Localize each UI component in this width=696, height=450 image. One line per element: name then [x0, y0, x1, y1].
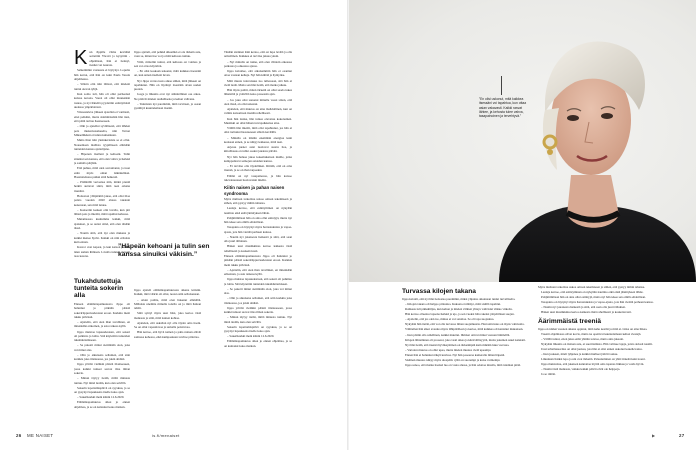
paragraph: – Kilojen takana oli helppo piiloutua. Kukaan ei nähnyt, mitä sisällä tapahtui. [405, 302, 501, 307]
paragraph: Rohkeus tuli pikkuhiljaa, kun kehon ja mielen välinen yhteys vahvistui viikko viikolta. [405, 307, 513, 312]
paragraph: – Kun juoksen, mieli tyhjenee ja kaikki murheet jäävät taakse. [541, 352, 619, 357]
column-2-upper-body [134, 50, 201, 111]
paragraph: – Ajattelin, että olen ihan tavallinen, en mitenkään erikoinen, ja asia ratkeaa kyllä. [74, 320, 130, 329]
paragraph: Mutamaassa kuulumme kaikki, mitä ajatukset, ja se auttoi siinä, että olen tänään tässä. [74, 217, 130, 231]
paragraph: Enneen elämäntapamuutosta Jippo oli halunnut jo pitkään päästä sokeririippuvuudestaan eroon. Karkkia meni tukku päivässä. [74, 301, 130, 319]
column-3-body-b [224, 197, 292, 253]
paragraph: Kun soitto tuli, hän oli ollut perheensä kanssa kotona. Vuosi oli ollut muutenkin raskas, ja nyt häneltä pyydettiin esiintymistä uudessa ympäristössä. [74, 91, 130, 110]
paragraph: Jippa muistaa lapsuudestaan, että sokeri oli palkinto ja lohtu. Sitä käytettiin tunteiden tukahduttamiseen. [74, 329, 130, 343]
paragraph: Jippa ajatteli elämäntapamuutosta aikana kriisiin. Kaikki, mitä väärin oli ollut, nousi esiin sellaisenaan. [134, 288, 201, 297]
paragraph: Sokerin lopettamispäivä on syyskuu, ja se on pysynyt lupauksena itselle koko ajan. [74, 385, 130, 395]
portrait-illustration [349, 0, 696, 282]
paragraph: Tasapaino on löytynyt myös harrastuksista ja vapaa-ajasta, jota hän viettää perheen kanssa. [541, 300, 654, 305]
paragraph: Hänen uusi musiikkinsa kertoo kaikesta tästä rehellisesti ja koskettavasti. [224, 244, 292, 253]
paragraph: – Jos joku olisi sanonut minulle vuosi sitten, että olen tässä, en olisi uskonut. [224, 97, 292, 106]
paragraph: – Pitämällä vertaansa niin, mitkä pieniä hetkiä auttavat siinä, mitä teen omana itsenäni. [74, 180, 130, 193]
paragraph: Hän kertoo olleensa lapsena herkkä ja ujo, ja sen vuoksi hän rakensi ympärilleen suojan. [405, 312, 515, 317]
paragraph: – Ei tarvitse olla täydellinen. Riittää, että on oma itsensä, ja se on ihan tarpeeksi. [224, 164, 292, 173]
right-column-2-body-a [538, 285, 660, 315]
next-arrow: ▶ [652, 433, 656, 438]
paragraph: – Sokerikarkki meni kiinni 12.6.2020. [227, 334, 275, 339]
paragraph: Myös multaan tarkoittaa uskoa omaan tekemiseen ja siihen, että pystyy mihin tahansa. [224, 196, 292, 206]
paragraph: – Nautin nyt jokaisesta hetkestä ja siitä, että saan olla juuri tällainen. [224, 234, 292, 244]
paragraph: – Nautin tästä matkasta, vaikka kaikki päivät eivät ole helppoja. [541, 367, 621, 372]
paragraph: Jooga ja liikunta ovat nyt säännöllinen osa arkea. Ne pitävät mielen rauhallisena ja kehon vahvana. [134, 92, 201, 101]
section-heading: Turvassa kilojen takana [402, 288, 476, 295]
paragraph: – Vartalon muutos on ollut upea, mutta mielen muutos vielä upeampi. [405, 347, 492, 352]
pull-quote: ”Häpeän kehoani ja tulin sen kanssa sinuiksi väkisin.” [118, 243, 210, 259]
paragraph: – Minulla on tänään enemmän energiaa kuin koskaan ennen, ja se näkyy kaikessa, mitä teen. [224, 135, 292, 144]
paragraph: Välillä hän miettii, mitä olisi tapahtunut, jos hän ei olisi tarttunut haasteeseen silloin keväällä. [224, 126, 292, 135]
paragraph: Jippa on niiden vuosien aikana oppinut, mitä keho kestää ja mitä ei. Liika on aina liikaa. [538, 326, 648, 331]
paragraph: – Nautin siitä, että nyt olen mukana ja kaikki menee hyvin. Kaikki on niin erilaista kuin ennen. [74, 231, 130, 245]
paragraph: Laulaja kertoo, että esiintyminen on nykyään nautinto eikä enää jännityksen lähde. [224, 206, 292, 215]
right-column-2-body-b [538, 327, 660, 377]
section-heading: Äärimmäistä treeniä [538, 317, 602, 325]
left-footer [16, 433, 53, 438]
paragraph: Ajattelen, että muutos on aina mahdollinen, kun on valmis katsomaan itseään rehellisesti. [224, 107, 292, 116]
paragraph: un Jippille viime keväänä soitettiin Yle:stä ja kysyttiin -ohjelmaan, hän ei tiennyt, tiesikö vai naurata. [89, 50, 130, 68]
column-3-body-a [224, 50, 292, 182]
paragraph: – Aloin pohtia, mitä olen hakenut elämältä. Millaisia unelmia minulla todella on ja mitä haluan tehdä. [134, 297, 201, 311]
paragraph: Laulaja kertoo, että esiintyminen on nykyään nautinto eikä enää jännityksen lähde. [541, 290, 644, 295]
paragraph: Jippa sanoo, että matka itsensä luo on vasta alussa, ja hän odottaa innolla, mitä tuleman pitää. [405, 362, 521, 367]
paragraph: – Tunnistan nyt paremmin, mitä tarvitsen, ja osaan pysähtyä kuuntelemaan itseäni. [134, 101, 201, 111]
paragraph: – Konsertin kesken olin lavalla, kun piti lähteä pois ja miettiä, mitä tapahtui kehossa. [74, 207, 130, 217]
paragraph: Hän kertoo, että hyvä nainen ja paha nainen elävät samassa kehossa, eikä kumpaakaan tarvitse piilottaa. [134, 330, 201, 339]
left-page [0, 0, 347, 450]
paragraph: – Olin jo ajatellut syvällisesti, että lähden pois mukavuusalueelta, niin Tarton Mikaeliheksä ei tunnu kuitenkaan. [74, 124, 130, 138]
paragraph: – Se pakotti minut sietämään olon, joka vei minut alas. [224, 286, 292, 296]
section-heading: Tukahdutettuja tunteita sokerin alla [74, 278, 124, 300]
paragraph: Treenit ohjelmassa olivat kovia, mutta ne opettivat kuuntelemaan kehon viestejä. [541, 331, 642, 336]
right-column-1-body [402, 297, 530, 367]
paragraph: Ennen hän ei halunnut näkyä kuvissa. Nyt hän poseeraa kameralle ilman häpeää. [405, 352, 505, 357]
paragraph: Että puhuu, mitä olen saavuttanut, ja tuon esiin myös oman näkökulman. Haastattelussa puhun siitä hetkestä. [74, 166, 130, 179]
paragraph: – Sokerikarkki meni kiinni 12.6.2020. [77, 395, 125, 400]
paragraph: Nyt hän tietää, että itsensä hyväksyminen on tärkeämpää kuin mikään luku vaa'assa. [405, 342, 510, 347]
paragraph: Hänen uusi musiikkinsa kertoo kaikesta tästä rehellisesti ja koskettavasti. [541, 310, 632, 315]
paragraph: Elämäntapamuutos alkoi jo ennen ohjelmaa, ja se on kantanut koko matkan. [74, 400, 130, 409]
paragraph: – Nyt minulla on tunne, että olen vihdoin oikeassa paikassa ja oikeassa ajassa. [224, 59, 292, 68]
paragraph: Kilojen lähteminen oli prosessi, joka vaati aikaa ja kärsivällisyyttä, mutta jokainen askel kannatti. [405, 337, 526, 342]
paragraph: Jippa muistuttaa, että jokaisen kannattaa löytää oma tapansa liikkua ja voida hyvin. [541, 362, 645, 367]
paragraph: – Ajattelin, että jos olen iso, minua ei voi satuttaa. Se oli tapa suojautua. [405, 317, 495, 322]
paragraph: Jippa muistaa lapsuudestaan, että sokeri oli palkinto ja lohtu. Sitä käytettiin tunteiden tukahduttamiseen. [224, 277, 292, 286]
portrait-photo [349, 0, 696, 282]
paragraph: Hoitoston ylläpitämä jakaa, että olisi tilaa palata vuoden 2020 alussa takaisin kokonaan, sen mitä tuntee. [74, 193, 130, 207]
article-column-right-1 [402, 285, 530, 427]
paragraph: Viisaasteleva jälkeen ajatellen ei varmasti, ettei pelkäisi, mutta sisimmässään hän tiesi, että pitää tarttua haasteeseen. [74, 110, 130, 124]
paragraph: – Ajattelin, että olen ihan tavallinen, en mitenkään erikoinen, ja asia ratkeaa kyllä. [224, 267, 292, 277]
paragraph: Vähitellen hän alkoi avautua myös lähipiirilleen ja kertoa, mitä kaikkea oli kantanut mukanaan. [405, 327, 524, 332]
paragraph: – Olin jo aikuisena sellainen, että söin karkkia joka tilanteessa, jos jokin ahdisti. [74, 352, 130, 362]
paragraph: Viitti, mitteliin tuntui, että kehossa on voimaa ja sen voi ottaa käyttöön. [134, 59, 201, 68]
paragraph: Siitä syntyi myös uusi biisi, joka kertoo tästä matkasta ja siitä, mitä nainen kohtaa. [134, 311, 201, 320]
paragraph: Pohjimmiltaan hän on aina ollut esiintyjä, mutta nyt hän tekee sen omilla ehdoillaan. [224, 215, 292, 225]
article-column-right-2 [538, 285, 660, 427]
paragraph: – Olin jo aikuisena sellainen, että söin karkkia joka tilanteessa, jos jokin ahdisti. [224, 296, 292, 305]
paragraph: – Kun päätin olla rehellinen, kaikki muuttui. Ihmiset ottivat minut vastaan lämmöllä. [405, 332, 510, 337]
website-footer: is.fi/menaiset [152, 433, 180, 438]
caption-pointer [501, 76, 502, 95]
page-number: 27 [679, 433, 685, 438]
paragraph: Jippo ajatteli, että pelkkä ulkonäkö ei ole tärkein asia, vaan se, miten itse voi ja mitä kehossa tuntuu. [134, 50, 201, 59]
magazine-name: ME NAISET [27, 433, 54, 438]
paragraph: Tasapaino on löytynyt myös harrastuksista ja vapaa-ajasta, jota hän viettää perheen kanssa. [224, 225, 292, 234]
paragraph: Nyt Jippa vertaa tuota aikaa siihen, mitä jälkeen on tapahtunut. Hän on löytänyt itsestään aivan uuden puolen. [134, 78, 201, 92]
paragraph: – Se pakotti minut sietämään olon, joka vei minut alas. [74, 343, 130, 352]
paragraph: – Välillä tuntui, etten jaksa enää yhtään toistoa, mutta aina jaksoin. [541, 336, 624, 341]
page-number: 26 [16, 433, 22, 438]
paragraph: Nykyään hän tietää, että voi olla turvassa ilman suojamuuria. Haavoittuvuus on myös vahvuutta. [405, 322, 525, 327]
paragraph: Uusi urheilusuoritus on ollut juoksu, jota hän ei olisi ennen uskonut kokeilevansa. [541, 347, 643, 352]
paragraph: Jippa kuvailee, että aikaisemmin hän ei osannut ottaa vastaan kehuja. Nyt hän kiittää ja hymyilee. [224, 69, 292, 78]
paragraph: Kasvot ovat kapeat, ja kun katson peiliin, näen saman ihmisen. Lavalla tunnen olevani taas kotona. [74, 245, 130, 259]
article-column-2-upper [134, 50, 201, 238]
paragraph: Mitä muuta tulevaisuus tuo tullessaan, sitä hän ei vielä tiedä. Mutta sen hän tietää, että matka jatkuu. [224, 78, 292, 87]
photo-caption: ”En olisi uskonut, mitä kaikkea itsessäni voi tapahtua, kun ottaa asian vakavasti. Kaikki rasvat lähtee, ja kehosta tulee vahva, tasapainoinen ja tervehtyvä.” [479, 97, 527, 119]
column-1-body [74, 50, 130, 259]
paragraph: Kun hän laulaa, hän tuntee olevansa kokonainen. Musiikki on ollut hänen turvapaikkansa aina. [224, 116, 292, 125]
paragraph: – Nautin nyt jokaisesta hetkestä ja siitä, että saan olla juuri tällainen. [541, 305, 626, 310]
paragraph: Sokerin lopettamispäivä on syyskuu, ja se on pysynyt lupauksena itselle koko ajan. [224, 324, 292, 334]
paragraph: – Minun täytyy tietää, miltä minusta tuntuu. Nyt minä tiedän, kun olen selvillä. [224, 315, 292, 324]
paragraph: Elämä on nyt tasapainossa, ja hän katsoo tulevaisuuteen luottavaisin mielin. [224, 173, 292, 182]
column-3-body-c [224, 254, 292, 348]
paragraph: Tänään sisäinen ääni kertoo, että on lupa levätä ja olla armollinen. Kaikkea ei tarvitse jaksaa yksin. [224, 50, 292, 59]
article-column-2-lower [134, 288, 201, 425]
paragraph: Nykyään liikunta on iloinen asia, ei suorittamista. Hän valitsee lajeja, joista aidosti nauttii. [541, 342, 653, 347]
paragraph: – Silloin olin niin tiltissä, että mieleni tuntui olevan tyhjä. [74, 82, 130, 91]
paragraph: Ajattelen, että uskallan nyt olla täysin oma itseni. Se on ollut vapauttavaa ja samalla pelottavaa. [134, 320, 201, 330]
section-heading: Kiitin naisen ja pahan naisen syndrooma [224, 185, 285, 196]
paragraph: Elämäntapamuutos alkoi jo ennen ohjelmaa, ja se on kantanut koko matkan. [224, 339, 292, 348]
paragraph: – Hiponen itselleni ja kehoani. Tulin sinuiksi sen kanssa, että olen vahva ja herkkä ja samalla pärjään. [74, 152, 130, 166]
paragraph: Nyt hän haluaa jakaa kokemuksiaan muille, jotka kamppailevat samojen asioiden kanssa. [224, 154, 292, 163]
paragraph: Jippa yrittää vieläkin päästä tilanteeseen, jossa kaikki tunteet saavat tilaa ilman sokeria. [224, 305, 292, 315]
paragraph: Hän myös pohtii, miten tärkeää on ollut saada tukea läheisiltä ja ystäviltä koko prosessin ajan. [224, 88, 292, 97]
paragraph: – En olisi koskaan uskonut, mitä kaikkea itsessäni on, kun annan itselleni luvan. [134, 69, 201, 78]
paragraph: Liikunnan lisäksi lepo ja uni ovat tärkeitä. Palautuminen on yhtä tärkeää kuin treeni. [541, 357, 646, 362]
column-1-lower-body [74, 302, 130, 410]
paragraph: Ja se riittää. [541, 372, 556, 377]
dropcap: K [74, 50, 88, 69]
article-column-3 [224, 50, 292, 425]
paragraph: Myös multaan tarkoittaa uskoa omaan tekemiseen ja siihen, että pystyy mihin tahansa. [538, 285, 645, 289]
paragraph: Pohjimmiltaan hän on aina ollut esiintyjä, mutta nyt hän tekee sen omilla ehdoillaan. [541, 295, 646, 300]
paragraph: Sisäinen muutos näkyy myös ulospäin: ryhti on suorempi ja katse varmempi. [405, 357, 501, 362]
paragraph: Enneen elämäntapamuutosta Jippo oli halunnut jo pitkään päästä sokeririippuvuudestaan eroon. Karkkia meni tukku päivässä. [224, 253, 292, 267]
article-column-1-lower [74, 275, 130, 425]
paragraph: – Minun täytyy tietää, miltä minusta tuntuu. Nyt minä tiedän, kun olen selvillä. [74, 376, 130, 385]
column-2-lower-body [134, 288, 201, 339]
paragraph: Jippa kuvaili, että nyt hän tiedostaa paremmin, miksi ylipaino aikoinaan tuntui turvalliselta. [402, 297, 516, 302]
paragraph: Jippa yrittää vieläkin päästä tilanteeseen, jossa kaikki tunteet saavat tilaa ilman sokeria. [74, 362, 130, 376]
paragraph: Selkeimmin vastausta ei löytynyt. Lopulta hän kertoi, että hän on kuin Paula Vesala ohjelmassa. [74, 68, 130, 82]
paragraph: Arjessa pienet asiat tuottavat suurta iloa, ja kiitollisuus on tullut osaksi jokaista päivää. [224, 145, 292, 154]
right-page [349, 0, 696, 450]
right-footer [679, 433, 688, 438]
paragraph: Muita ihan niin yksinkertaisia se ei ollut. Nousemaan mallista tyypilliseen elämään tunteiden kanssa ajattelijana. [74, 138, 130, 152]
